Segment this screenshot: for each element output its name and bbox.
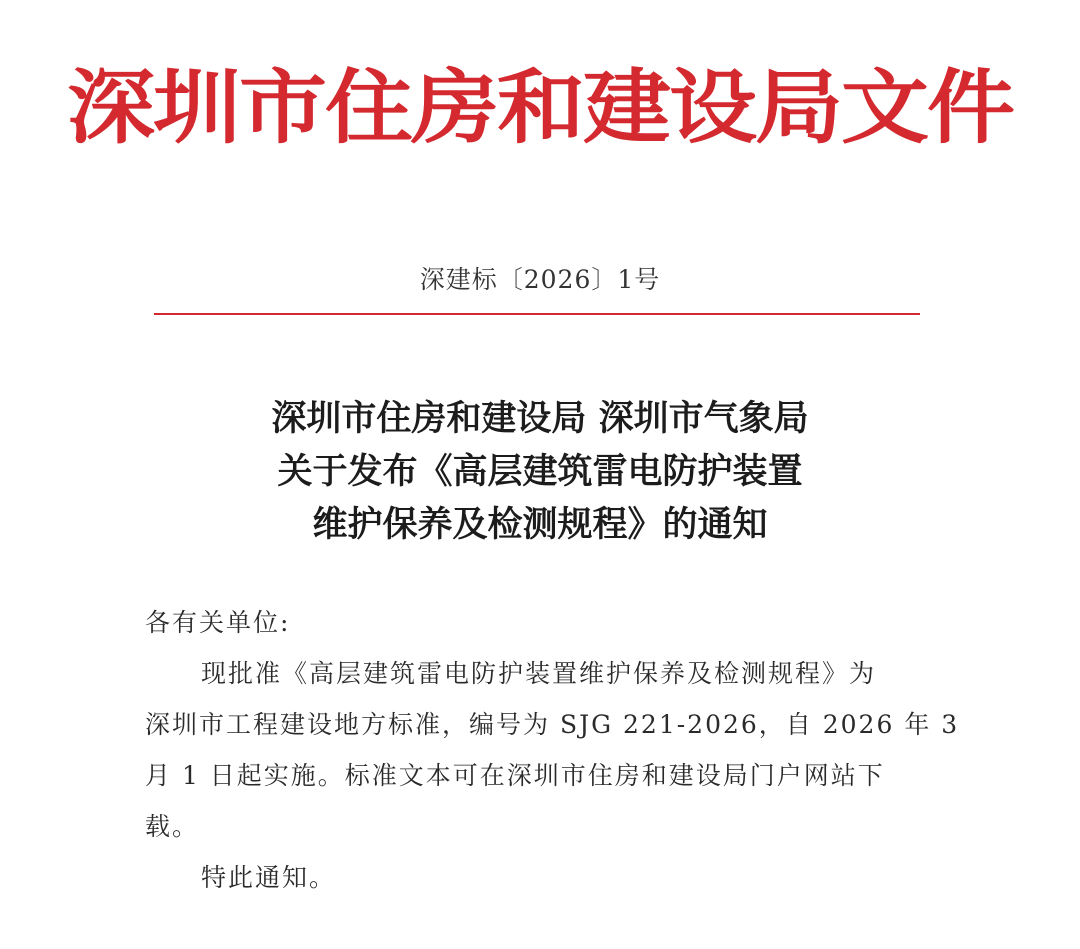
document-number: 深建标〔2026〕1号 <box>419 265 661 294</box>
closing-line: 特此通知。 <box>201 863 337 892</box>
notice-title-line-1: 深圳市住房和建设局 深圳市气象局 <box>271 398 809 439</box>
notice-body <box>145 597 960 903</box>
paragraph-line-3: 月 1 日起实施。标准文本可在深圳市住房和建设局门户网站下 <box>145 761 885 790</box>
paragraph-line-2: 深圳市工程建设地方标准，编号为 SJG 221-2026，自 2026 年 3 <box>145 710 960 739</box>
paragraph-line-4: 载。 <box>145 812 200 841</box>
red-divider <box>154 313 920 315</box>
document-masthead: 深圳市住房和建设局文件 <box>66 59 1013 155</box>
salutation: 各有关单位: <box>145 608 291 637</box>
notice-title <box>0 392 1080 551</box>
paragraph-line-1: 现批准《高层建筑雷电防护装置维护保养及检测规程》为 <box>201 659 877 688</box>
notice-title-line-3: 维护保养及检测规程》的通知 <box>312 504 768 545</box>
notice-title-line-2: 关于发布《高层建筑雷电防护装置 <box>277 451 803 492</box>
